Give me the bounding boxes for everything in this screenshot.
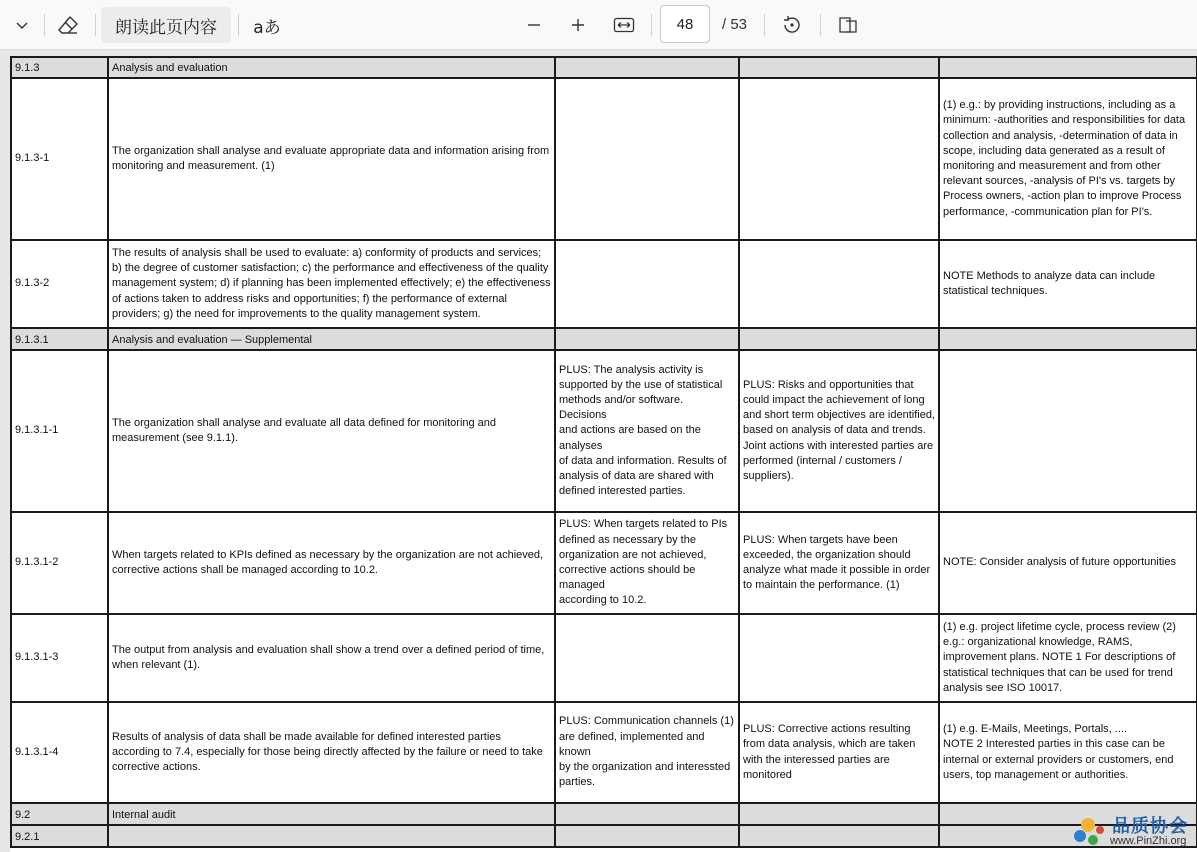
cell-text: PLUS: When targets have been exceeded, the organization should analyze what made it possible in order to maintain the performance. (1) [743, 533, 931, 592]
note-cell [939, 512, 1197, 614]
plus-level-2-cell [739, 702, 939, 803]
zoom-in-icon[interactable] [566, 13, 590, 37]
requirements-table [10, 56, 1197, 848]
toolbar-divider [820, 14, 821, 36]
clause-id-cell [11, 78, 108, 240]
pdf-toolbar [0, 0, 1197, 50]
cell-text: 9.1.3.1-4 [15, 745, 59, 758]
requirement-cell [108, 512, 555, 614]
table-row [11, 350, 1197, 512]
clause-id-cell [11, 803, 108, 825]
page-view-icon[interactable] [835, 12, 861, 38]
plus-level-1-cell [555, 803, 739, 825]
table-row [11, 614, 1197, 702]
cell-text: The results of analysis shall be used to evaluate: a) conformity of products and services; b) the degree of customer satisfaction; c) the performance and effectiveness of the quality management system; d) if planning has been implemented effectively; e) the effectiveness of actions taken to address risks and opportunities; f) the performance of external providers; g) the need for improvements to the quality management system. [112, 246, 551, 320]
fit-width-icon[interactable] [610, 12, 638, 38]
note-cell [939, 240, 1197, 328]
cell-text: NOTE: Consider analysis of future opportunities [943, 556, 1176, 569]
requirement-cell [108, 328, 555, 350]
note-cell [939, 328, 1197, 350]
cell-text: PLUS: When targets related to PIs defined as necessary by the organization are not achieved, corrective actions should be managed according to 10.2. [559, 518, 728, 607]
requirement-cell [108, 240, 555, 328]
cell-text: (1) e.g. E-Mails, Meetings, Portals, .... NOTE 2 Interested parties in this case can be internal or external providers or customers, end users, top management or authorities. [943, 723, 1174, 781]
plus-level-1-cell [555, 78, 739, 240]
cell-text: 9.1.3.1 [15, 333, 49, 346]
plus-level-1-cell [555, 350, 739, 512]
requirement-cell [108, 803, 555, 825]
clause-id-cell [11, 702, 108, 803]
read-aloud-button[interactable] [101, 7, 231, 43]
plus-level-2-cell [739, 350, 939, 512]
pinzhi-logo-icon [1070, 812, 1110, 850]
clause-id-cell [11, 240, 108, 328]
rotate-icon[interactable] [779, 12, 805, 38]
plus-level-2-cell [739, 512, 939, 614]
clause-id-cell [11, 512, 108, 614]
cell-text: PLUS: The analysis activity is supported by the use of statistical methods and/or software. Decisions and actions are based on the analyses of data and information. Results of analysis of data are shared with defined interested parties. [559, 363, 727, 498]
cell-text: Results of analysis of data shall be made available for defined interested parties according to 7.4, especially for those being directly affected by the failure or need to take corrective actions. [112, 730, 543, 774]
cell-text: Internal audit [112, 808, 176, 821]
plus-level-1-cell [555, 328, 739, 350]
cell-text: When targets related to KPIs defined as necessary by the organization are not achieved, corrective actions shall be managed according to 10.2. [112, 548, 544, 576]
plus-level-1-cell [555, 825, 739, 847]
requirement-cell [108, 614, 555, 702]
table-row [11, 240, 1197, 328]
requirement-cell [108, 57, 555, 78]
watermark-url: www.PinZhi.org [1110, 835, 1187, 847]
plus-level-2-cell [739, 240, 939, 328]
note-cell [939, 614, 1197, 702]
chevron-down-icon[interactable] [10, 13, 34, 37]
zoom-out-icon[interactable] [522, 13, 546, 37]
toolbar-divider [238, 14, 239, 36]
page-number-input[interactable] [660, 5, 710, 43]
note-cell [939, 702, 1197, 803]
cell-text: PLUS: Corrective actions resulting from data analysis, which are taken with the interessed parties are monitored [743, 723, 916, 781]
cell-text: The organization shall analyse and evaluate appropriate data and information arising from monitoring and measurement. (1) [112, 144, 550, 172]
cell-text: (1) e.g.: by providing instructions, including as a minimum: -authorities and responsibilities for data collection and analysis, -determination of data in scope, including data generated as a result of monitoring and measurement and from other relevant sources, -analysis of PI's vs. targets by Process owners, -action plan to improve Process performance, -communication plan for PI's. [943, 99, 1186, 218]
table-row [11, 702, 1197, 803]
table-row [11, 78, 1197, 240]
watermark-logo [1068, 810, 1196, 852]
eraser-icon[interactable] [54, 11, 82, 39]
text-options-icon[interactable]: aあ [253, 17, 281, 38]
plus-level-1-cell [555, 614, 739, 702]
plus-level-2-cell [739, 328, 939, 350]
cell-text: PLUS: Communication channels (1) are defined, implemented and known by the organization and interessted parties. [559, 715, 734, 789]
cell-text: 9.2 [15, 808, 31, 821]
toolbar-divider [651, 14, 652, 36]
cell-text: 9.1.3-1 [15, 152, 50, 165]
plus-level-1-cell [555, 702, 739, 803]
toolbar-divider [95, 14, 96, 36]
watermark-brand: 品质协会 [1112, 816, 1188, 837]
clause-id-cell [11, 57, 108, 78]
page-total-label: / 53 [722, 16, 748, 33]
cell-text: The organization shall analyse and evaluate all data defined for monitoring and measurement (see 9.1.1). [112, 416, 497, 444]
read-aloud-label: 朗读此页内容 [115, 17, 217, 38]
clause-id-cell [11, 614, 108, 702]
pdf-page [10, 56, 1197, 852]
plus-level-2-cell [739, 825, 939, 847]
section-header-row [11, 328, 1197, 350]
plus-level-1-cell [555, 57, 739, 78]
toolbar-divider [764, 14, 765, 36]
cell-text: 9.1.3.1-2 [15, 556, 59, 569]
requirement-cell [108, 702, 555, 803]
clause-id-cell [11, 825, 108, 847]
plus-level-1-cell [555, 512, 739, 614]
plus-level-2-cell [739, 614, 939, 702]
cell-text: 9.1.3 [15, 61, 40, 74]
cell-text: 9.1.3.1-3 [15, 651, 59, 664]
plus-level-2-cell [739, 78, 939, 240]
cell-text: 9.2.1 [15, 830, 40, 843]
toolbar-divider [44, 14, 45, 36]
note-cell [939, 78, 1197, 240]
cell-text: (1) e.g. project lifetime cycle, process review (2) e.g.: organizational knowledge, RAMS, improvement plans. NOTE 1 For descriptions of statistical techniques that can be used for trend analysis see ISO 10017. [943, 620, 1176, 694]
cell-text: Analysis and evaluation [112, 61, 228, 74]
section-header-row [11, 57, 1197, 78]
requirement-cell [108, 825, 555, 847]
section-header-row [11, 803, 1197, 825]
clause-id-cell [11, 328, 108, 350]
cell-text: NOTE Methods to analyze data can include statistical techniques. [943, 269, 1156, 297]
note-cell [939, 350, 1197, 512]
cell-text: 9.1.3.1-1 [15, 424, 59, 437]
plus-level-1-cell [555, 240, 739, 328]
cell-text: 9.1.3-2 [15, 277, 50, 290]
cell-text: Analysis and evaluation — Supplemental [112, 333, 312, 346]
requirement-cell [108, 350, 555, 512]
table-row [11, 512, 1197, 614]
clause-id-cell [11, 350, 108, 512]
cell-text: PLUS: Risks and opportunities that could impact the achievement of long and short term objectives are identified, based on analysis of data and trends. Joint actions with interested parties are performed (internal / customers / suppliers). [743, 378, 935, 482]
section-header-row [11, 825, 1197, 847]
note-cell [939, 57, 1197, 78]
requirement-cell [108, 78, 555, 240]
cell-text: The output from analysis and evaluation shall show a trend over a defined period of time, when relevant (1). [112, 643, 545, 671]
plus-level-2-cell [739, 803, 939, 825]
plus-level-2-cell [739, 57, 939, 78]
